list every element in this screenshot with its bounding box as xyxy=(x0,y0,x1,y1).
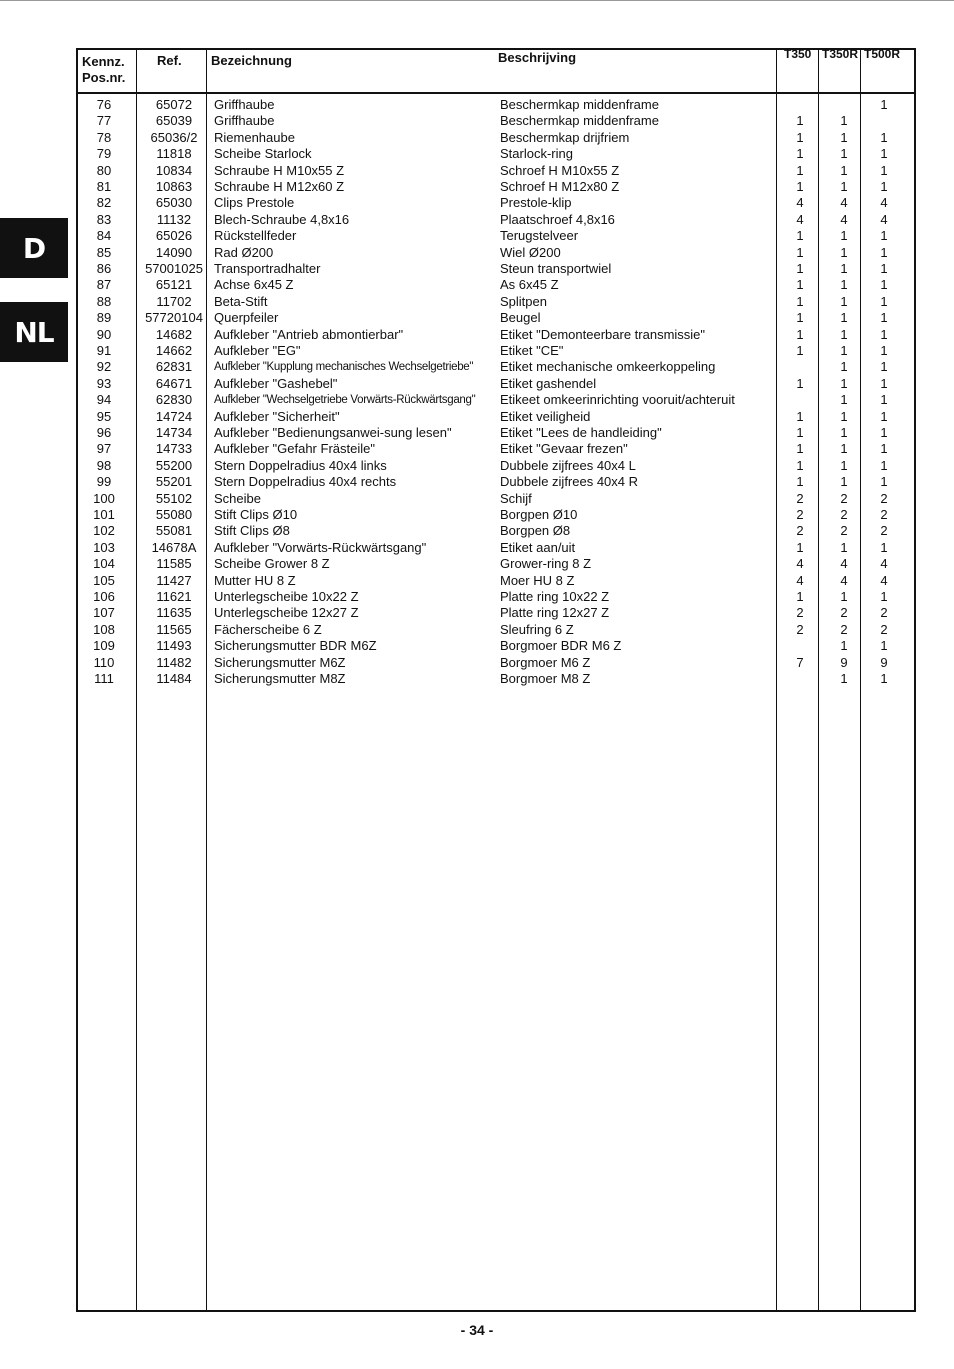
table-row xyxy=(0,228,954,244)
table-row xyxy=(0,507,954,523)
qty-t350r: 1 xyxy=(840,638,848,654)
description-nl: Etiket aan/uit xyxy=(500,539,576,555)
description-nl: Wiel Ø200 xyxy=(500,244,561,260)
table-row xyxy=(0,589,954,605)
qty-t500r: 2 xyxy=(880,605,888,621)
qty-t350r: 1 xyxy=(840,326,848,342)
description-de: Blech-Schraube 4,8x16 xyxy=(214,211,350,227)
qty-t350r: 1 xyxy=(840,589,848,604)
qty-t500r: 9 xyxy=(880,654,888,670)
description-de: Aufkleber "Kupplung mechanisches Wechselgetriebe" xyxy=(214,361,474,374)
table-row xyxy=(0,130,954,146)
description-nl: Prestole-klip xyxy=(500,195,572,211)
reference-number: 14733 xyxy=(155,441,193,457)
description-nl: Dubbele zijfrees 40x4 L xyxy=(500,457,636,473)
reference-number: 11484 xyxy=(156,671,192,686)
qty-t350: 1 xyxy=(796,162,804,178)
position-number: 96 xyxy=(96,425,112,440)
table-row xyxy=(0,458,954,474)
position-number: 85 xyxy=(96,244,112,260)
description-nl: Borgmoer M8 Z xyxy=(500,671,591,686)
reference-number: 65030 xyxy=(155,195,193,211)
position-number: 110 xyxy=(93,654,115,670)
table-row xyxy=(0,540,954,556)
table-row xyxy=(0,655,954,671)
qty-t350: 1 xyxy=(796,474,804,490)
qty-t500r: 1 xyxy=(880,375,888,391)
qty-t350r: 4 xyxy=(840,211,848,227)
reference-number: 65072 xyxy=(155,97,193,112)
description-nl: Borgmoer M6 Z xyxy=(500,654,591,670)
qty-t350: 1 xyxy=(796,441,804,457)
reference-number: 64671 xyxy=(155,375,193,391)
reference-number: 55080 xyxy=(155,507,193,522)
qty-t350r: 1 xyxy=(840,539,848,555)
position-number: 107 xyxy=(93,605,115,621)
position-number: 91 xyxy=(96,343,112,358)
reference-number: 14682 xyxy=(155,326,193,342)
description-de: Rad Ø200 xyxy=(214,244,274,260)
position-number: 102 xyxy=(93,523,115,539)
qty-t350r: 1 xyxy=(840,228,848,244)
header-posnr: Pos.nr. xyxy=(82,70,126,85)
description-de: Aufkleber "Gashebel" xyxy=(214,375,338,391)
description-de: Griffhaube xyxy=(214,113,275,129)
qty-t350: 1 xyxy=(796,293,804,309)
table-row xyxy=(0,163,954,179)
table-row xyxy=(0,638,954,654)
description-de: Beta-Stift xyxy=(214,293,268,309)
description-de: Aufkleber "Vorwärts-Rückwärtsgang" xyxy=(214,539,427,555)
description-de: Aufkleber "EG" xyxy=(214,343,301,358)
position-number: 95 xyxy=(96,408,112,424)
description-nl: Etiket "Gevaar frezen" xyxy=(500,441,628,457)
reference-number: 14090 xyxy=(155,244,193,260)
description-nl: As 6x45 Z xyxy=(500,277,559,293)
qty-t500r: 1 xyxy=(880,671,888,686)
qty-t350r: 1 xyxy=(840,113,848,129)
qty-t500r: 4 xyxy=(880,211,888,227)
qty-t500r: 1 xyxy=(880,343,888,358)
qty-t350r: 1 xyxy=(840,146,848,162)
description-de: Querpfeiler xyxy=(214,310,279,326)
qty-t500r: 1 xyxy=(880,359,888,375)
qty-t500r: 1 xyxy=(880,293,888,309)
position-number: 93 xyxy=(96,375,112,391)
position-number: 88 xyxy=(96,293,112,309)
position-number: 92 xyxy=(96,359,112,375)
table-row xyxy=(0,195,954,211)
qty-t350r: 1 xyxy=(840,671,848,686)
reference-number: 11635 xyxy=(156,605,192,621)
reference-number: 55200 xyxy=(155,457,193,473)
qty-t500r: 1 xyxy=(880,228,888,244)
qty-t350: 1 xyxy=(796,310,804,326)
position-number: 89 xyxy=(96,310,112,326)
qty-t350: 2 xyxy=(796,490,804,506)
qty-t500r: 1 xyxy=(880,589,888,604)
table-row xyxy=(0,441,954,457)
qty-t500r: 4 xyxy=(880,572,888,588)
qty-t350r: 4 xyxy=(840,556,848,572)
description-de: Achse 6x45 Z xyxy=(214,277,294,293)
qty-t350: 1 xyxy=(796,375,804,391)
qty-t350r: 2 xyxy=(840,523,848,539)
qty-t350: 2 xyxy=(796,507,804,522)
qty-t350r: 1 xyxy=(840,441,848,457)
reference-number: 10834 xyxy=(155,162,193,178)
position-number: 83 xyxy=(96,211,112,227)
position-number: 103 xyxy=(93,539,115,555)
reference-number: 57001025 xyxy=(145,261,203,276)
position-number: 106 xyxy=(93,589,115,604)
position-number: 82 xyxy=(96,195,112,211)
position-number: 108 xyxy=(93,621,115,637)
qty-t350r: 1 xyxy=(840,244,848,260)
language-tab-nl: NL xyxy=(0,302,68,362)
table-row xyxy=(0,97,954,113)
qty-t500r: 1 xyxy=(880,277,888,293)
qty-t500r: 2 xyxy=(880,523,888,539)
qty-t350: 4 xyxy=(796,211,804,227)
position-number: 99 xyxy=(96,474,112,490)
description-nl: Etiket "Lees de handleiding" xyxy=(500,425,662,440)
qty-t350r: 2 xyxy=(840,605,848,621)
qty-t350r: 2 xyxy=(840,507,848,522)
table-row xyxy=(0,113,954,129)
table-row xyxy=(0,605,954,621)
reference-number: 11493 xyxy=(156,638,192,654)
qty-t350r: 1 xyxy=(840,425,848,440)
position-number: 101 xyxy=(93,507,115,522)
qty-t500r: 1 xyxy=(880,97,888,112)
position-number: 104 xyxy=(93,556,115,572)
qty-t350r: 1 xyxy=(840,277,848,293)
qty-t350r: 1 xyxy=(840,129,848,145)
description-nl: Steun transportwiel xyxy=(500,261,612,276)
description-nl: Grower-ring 8 Z xyxy=(500,556,592,572)
position-number: 97 xyxy=(96,441,112,457)
description-de: Riemenhaube xyxy=(214,129,295,145)
reference-number: 11132 xyxy=(156,211,192,227)
description-nl: Etiket "CE" xyxy=(500,343,564,358)
table-row xyxy=(0,409,954,425)
qty-t350: 4 xyxy=(796,556,804,572)
header-kennz: Kennz. xyxy=(82,54,125,69)
description-nl: Moer HU 8 Z xyxy=(500,572,575,588)
reference-number: 57720104 xyxy=(145,310,203,326)
reference-number: 10863 xyxy=(155,179,193,194)
qty-t350r: 1 xyxy=(840,457,848,473)
description-de: Schraube H M10x55 Z xyxy=(214,162,345,178)
qty-t350: 1 xyxy=(796,244,804,260)
qty-t350r: 4 xyxy=(840,195,848,211)
position-number: 77 xyxy=(96,113,112,129)
description-de: Sicherungsmutter M8Z xyxy=(214,671,346,686)
qty-t500r: 1 xyxy=(880,179,888,194)
description-nl: Borgpen Ø10 xyxy=(500,507,578,522)
header-t350: T350 xyxy=(784,47,812,61)
qty-t350r: 1 xyxy=(840,261,848,276)
qty-t350r: 2 xyxy=(840,490,848,506)
reference-number: 55201 xyxy=(155,474,193,490)
description-nl: Terugstelveer xyxy=(500,228,579,244)
description-de: Scheibe Grower 8 Z xyxy=(214,556,330,572)
description-nl: Borgmoer BDR M6 Z xyxy=(500,638,622,654)
description-de: Mutter HU 8 Z xyxy=(214,572,296,588)
qty-t350r: 2 xyxy=(840,621,848,637)
qty-t500r: 1 xyxy=(880,129,888,145)
header-t350r: T350R xyxy=(822,47,859,61)
description-de: Scheibe xyxy=(214,490,261,506)
qty-t350: 1 xyxy=(796,113,804,129)
reference-number: 55081 xyxy=(155,523,193,539)
qty-t350r: 1 xyxy=(840,408,848,424)
description-nl: Beschermkap drijfriem xyxy=(500,129,630,145)
table-row xyxy=(0,245,954,261)
page-number: - 34 - xyxy=(460,1322,494,1338)
table-row xyxy=(0,179,954,195)
position-number: 84 xyxy=(96,228,112,244)
description-de: Aufkleber "Sicherheit" xyxy=(214,408,340,424)
position-number: 109 xyxy=(93,638,115,654)
qty-t350r: 9 xyxy=(840,654,848,670)
description-nl: Platte ring 10x22 Z xyxy=(500,589,610,604)
qty-t350r: 1 xyxy=(840,359,848,375)
description-de: Aufkleber "Bedienungsanwei-sung lesen" xyxy=(214,425,452,440)
position-number: 100 xyxy=(93,490,115,506)
position-number: 80 xyxy=(96,162,112,178)
qty-t350: 4 xyxy=(796,572,804,588)
reference-number: 65039 xyxy=(155,113,193,129)
table-row xyxy=(0,294,954,310)
table-row xyxy=(0,212,954,228)
description-nl: Schijf xyxy=(500,490,532,506)
qty-t500r: 1 xyxy=(880,425,888,440)
qty-t500r: 2 xyxy=(880,490,888,506)
reference-number: 11621 xyxy=(156,589,192,604)
table-row xyxy=(0,261,954,277)
table-row xyxy=(0,327,954,343)
table-row xyxy=(0,523,954,539)
description-de: Sicherungsmutter M6Z xyxy=(214,654,346,670)
reference-number: 11565 xyxy=(156,621,192,637)
qty-t350: 2 xyxy=(796,605,804,621)
header-ref: Ref. xyxy=(157,53,182,68)
description-nl: Plaatschroef 4,8x16 xyxy=(500,211,615,227)
qty-t500r: 1 xyxy=(880,638,888,654)
description-nl: Schroef H M10x55 Z xyxy=(500,162,620,178)
qty-t500r: 1 xyxy=(880,441,888,457)
qty-t500r: 1 xyxy=(880,326,888,342)
page-top-edge xyxy=(0,0,954,1)
description-de: Fächerscheibe 6 Z xyxy=(214,621,322,637)
table-row xyxy=(0,474,954,490)
position-number: 76 xyxy=(96,97,112,112)
position-number: 90 xyxy=(96,326,112,342)
reference-number: 14734 xyxy=(155,425,193,440)
description-de: Rückstellfeder xyxy=(214,228,297,244)
qty-t350: 1 xyxy=(796,179,804,194)
description-de: Sicherungsmutter BDR M6Z xyxy=(214,638,377,654)
description-nl: Beschermkap middenframe xyxy=(500,113,659,129)
description-de: Transportradhalter xyxy=(214,261,321,276)
position-number: 86 xyxy=(96,261,112,276)
header-bezeichnung: Bezeichnung xyxy=(211,53,292,68)
table-row xyxy=(0,671,954,687)
description-nl: Etiket mechanische omkeerkoppeling xyxy=(500,359,716,375)
description-de: Schraube H M12x60 Z xyxy=(214,179,345,194)
description-de: Stift Clips Ø10 xyxy=(214,507,298,522)
table-row xyxy=(0,556,954,572)
qty-t350: 4 xyxy=(796,195,804,211)
qty-t350: 1 xyxy=(796,129,804,145)
description-nl: Borgpen Ø8 xyxy=(500,523,571,539)
qty-t500r: 1 xyxy=(880,146,888,162)
description-nl: Sleufring 6 Z xyxy=(500,621,574,637)
table-row xyxy=(0,277,954,293)
qty-t350r: 1 xyxy=(840,343,848,358)
description-nl: Etiket gashendel xyxy=(500,375,597,391)
table-row xyxy=(0,359,954,375)
reference-number: 11818 xyxy=(156,146,192,162)
reference-number: 62831 xyxy=(155,359,193,375)
reference-number: 65121 xyxy=(155,277,193,293)
description-de: Aufkleber "Antrieb abmontierbar" xyxy=(214,326,404,342)
description-de: Aufkleber "Wechselgetriebe Vorwärts-Rückwärtsgang" xyxy=(214,394,476,407)
description-nl: Etikeet omkeerinrichting vooruit/achteruit xyxy=(500,392,735,408)
qty-t350: 1 xyxy=(796,326,804,342)
qty-t350: 1 xyxy=(796,457,804,473)
reference-number: 65026 xyxy=(155,228,193,244)
reference-number: 65036/2 xyxy=(150,129,198,145)
position-number: 81 xyxy=(96,179,112,194)
description-nl: Etiket veiligheid xyxy=(500,408,591,424)
qty-t500r: 1 xyxy=(880,408,888,424)
position-number: 79 xyxy=(96,146,112,162)
qty-t350: 1 xyxy=(796,589,804,604)
description-nl: Dubbele zijfrees 40x4 R xyxy=(500,474,639,490)
qty-t350: 1 xyxy=(796,228,804,244)
header-t500r: T500R xyxy=(864,47,901,61)
position-number: 94 xyxy=(96,392,112,408)
description-nl: Schroef H M12x80 Z xyxy=(500,179,620,194)
qty-t500r: 1 xyxy=(880,310,888,326)
description-nl: Splitpen xyxy=(500,293,547,309)
position-number: 111 xyxy=(94,671,114,686)
table-row xyxy=(0,622,954,638)
qty-t350r: 4 xyxy=(840,572,848,588)
qty-t350: 1 xyxy=(796,343,804,358)
table-row xyxy=(0,376,954,392)
qty-t350r: 1 xyxy=(840,293,848,309)
description-de: Aufkleber "Gefahr Frästeile" xyxy=(214,441,375,457)
qty-t350r: 1 xyxy=(840,474,848,490)
qty-t500r: 1 xyxy=(880,244,888,260)
header-beschrijving: Beschrijving xyxy=(498,50,577,65)
qty-t500r: 1 xyxy=(880,261,888,276)
table-row xyxy=(0,343,954,359)
description-de: Stern Doppelradius 40x4 rechts xyxy=(214,474,397,490)
reference-number: 14724 xyxy=(155,408,193,424)
qty-t500r: 1 xyxy=(880,162,888,178)
description-de: Scheibe Starlock xyxy=(214,146,312,162)
qty-t500r: 1 xyxy=(880,392,888,408)
qty-t350: 1 xyxy=(796,261,804,276)
table-row xyxy=(0,392,954,408)
table-row xyxy=(0,425,954,441)
qty-t350r: 1 xyxy=(840,162,848,178)
qty-t500r: 4 xyxy=(880,556,888,572)
description-nl: Beschermkap middenframe xyxy=(500,97,659,112)
qty-t350: 1 xyxy=(796,146,804,162)
position-number: 87 xyxy=(96,277,112,293)
reference-number: 55102 xyxy=(155,490,193,506)
qty-t350: 1 xyxy=(796,539,804,555)
reference-number: 62830 xyxy=(155,392,193,408)
header-separator xyxy=(76,92,916,94)
qty-t350r: 1 xyxy=(840,375,848,391)
qty-t350r: 1 xyxy=(840,392,848,408)
qty-t500r: 1 xyxy=(880,457,888,473)
qty-t500r: 4 xyxy=(880,195,888,211)
reference-number: 14662 xyxy=(155,343,193,358)
table-row xyxy=(0,146,954,162)
qty-t350r: 1 xyxy=(840,310,848,326)
qty-t350: 1 xyxy=(796,277,804,293)
reference-number: 11702 xyxy=(156,293,192,309)
qty-t500r: 2 xyxy=(880,507,888,522)
description-de: Unterlegscheibe 10x22 Z xyxy=(214,589,359,604)
reference-number: 11585 xyxy=(156,556,192,572)
description-nl: Etiket "Demonteerbare transmissie" xyxy=(500,326,706,342)
reference-number: 14678A xyxy=(151,539,197,555)
position-number: 78 xyxy=(96,129,112,145)
reference-number: 11482 xyxy=(156,654,192,670)
description-de: Stift Clips Ø8 xyxy=(214,523,290,539)
qty-t500r: 1 xyxy=(880,474,888,490)
qty-t350: 1 xyxy=(796,408,804,424)
reference-number: 11427 xyxy=(156,572,192,588)
description-nl: Beugel xyxy=(500,310,541,326)
qty-t350: 2 xyxy=(796,523,804,539)
position-number: 105 xyxy=(93,572,115,588)
description-de: Clips Prestole xyxy=(214,195,295,211)
description-nl: Starlock-ring xyxy=(500,146,573,162)
position-number: 98 xyxy=(96,457,112,473)
table-row xyxy=(0,491,954,507)
language-tab-de: D xyxy=(0,218,68,278)
description-de: Unterlegscheibe 12x27 Z xyxy=(214,605,359,621)
description-de: Stern Doppelradius 40x4 links xyxy=(214,457,387,473)
qty-t350r: 1 xyxy=(840,179,848,194)
qty-t350: 1 xyxy=(796,425,804,440)
qty-t500r: 2 xyxy=(880,621,888,637)
qty-t500r: 1 xyxy=(880,539,888,555)
description-nl: Platte ring 12x27 Z xyxy=(500,605,610,621)
table-row xyxy=(0,310,954,326)
description-de: Griffhaube xyxy=(214,97,275,112)
qty-t350: 2 xyxy=(796,621,804,637)
qty-t350: 7 xyxy=(796,654,804,670)
table-row xyxy=(0,573,954,589)
